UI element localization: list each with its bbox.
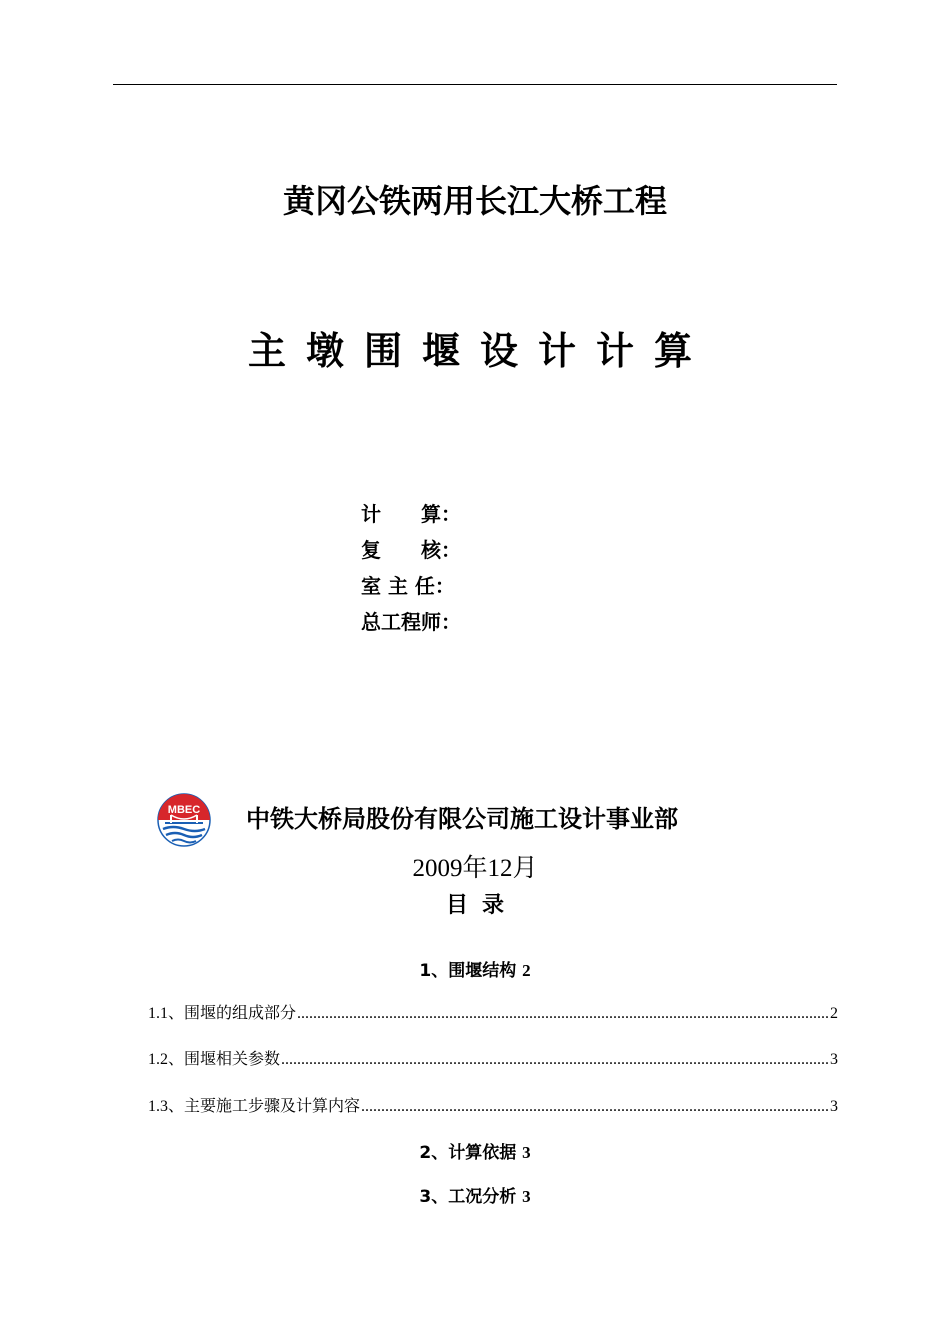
signature-director: 室 主 任： (361, 574, 455, 598)
toc-leader (297, 1005, 829, 1023)
toc-title: 目录 (445, 893, 518, 918)
document-date: 2009年12月 (412, 855, 538, 882)
mbec-logo (157, 793, 211, 847)
logo-text: MBEC (167, 804, 201, 816)
toc-heading-3[interactable]: 3、工况分析 3 (419, 1187, 531, 1207)
document-title: 主墩围堰设计计算 (247, 329, 712, 373)
toc-item[interactable]: 1.3、主要施工步骤及计算内容 ..... 3 (148, 1093, 838, 1116)
toc-heading-2[interactable]: 2、计算依据 3 (419, 1143, 531, 1163)
toc-heading-1[interactable]: 1、围堰结构 2 (419, 961, 531, 981)
toc-leader (361, 1098, 829, 1116)
toc-item[interactable]: 1.2、围堰相关参数 ..... 3 (148, 1046, 838, 1069)
signature-chief-engineer: 总工程师： (361, 610, 461, 634)
signature-review: 复 核： (361, 538, 461, 562)
project-title: 黄冈公铁两用长江大桥工程 (282, 182, 667, 220)
header-rule (113, 84, 837, 85)
organization-name: 中铁大桥局股份有限公司施工设计事业部 (246, 805, 678, 833)
toc-leader (281, 1051, 829, 1069)
signature-calc: 计 算： (361, 502, 461, 526)
toc-item[interactable]: 1.1、围堰的组成部分 ..... 2 (148, 1000, 838, 1023)
